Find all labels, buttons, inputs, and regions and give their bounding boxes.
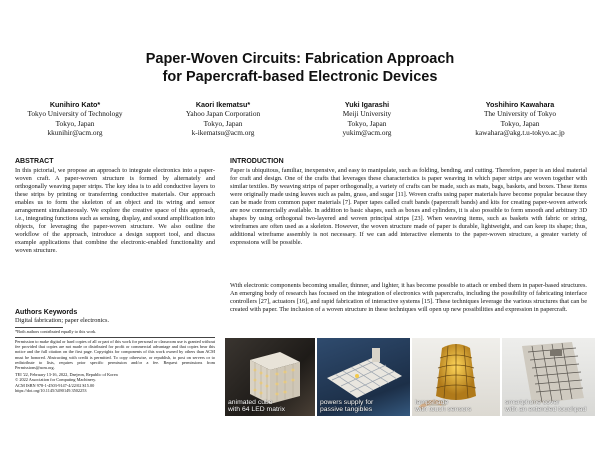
author-affiliation: Tokyo University of Technology — [27, 109, 123, 119]
author-affiliation: Yahoo Japan Corporation — [185, 109, 261, 119]
introduction-paragraph-1: Paper is ubiquitous, familiar, inexpensive, and easy to manipulate, such as folding, bending, and cutting. Therefore, paper is an ideal material for craft and design. One of the crafts that leverages these characteristics is paper weaving in which paper strips are woven together with similar textiles. By weaving strips of paper orthogonally, a variety of crafts can be made, such as mats, bags, baskets, and boxes. These items were originally made using leaves such as palm, grass, and sugar [11]. Woven crafts using paper materials have become popular because they can be made from common paper materials [7]. Paper tapes called craft bands (papercraft bands) and kits for creating paper-woven artwork are now commercially available. In addition to basic shapes, such as boxes and cylinders, it is also possible to form smooth and arbitrary 3D shapes by using orthogonal two-layered and woven principal strips [23]. When weaving items, such as baskets with fabric or string, wireframes are often used as a skeleton. However, the woven structure made of paper is durable, lightweight, and can keep its shape; thus, additional wireframe assembly is not necessary. If we can add interactive elements to the paper-woven structure, a greater variety of expressions will be possible. — [230, 167, 587, 246]
equal-contribution-note: *Both authors contributed equally to this work. — [15, 329, 97, 334]
author-block-4 — [440, 100, 600, 138]
author-location: Tokyo, Japan — [347, 118, 387, 128]
abstract-text: In this pictorial, we propose an approach to integrate electronics into a paper-woven craft. A paper-woven structure is formed by alternately and orthogonally weaving paper strips. The key idea is to add conductive layers to these strips by printing or transferring conductive materials. Our approach enables us to form the skeleton of an object and its wiring and sensor arrangement simultaneously. We explore the creative space of this approach, i.e., integrating functions such as sensing, display, and sound amplification into objects, for leveraging the paper-woven structure. We also outline the workflow of the approach, introduce a design support tool, and discuss example applications that combine the electronic-enabled functionality and woven structure. — [15, 167, 215, 254]
keywords-text: Digital fabrication; paper electronics. — [15, 317, 110, 324]
author-block-1 — [0, 100, 150, 138]
caption-line: powers supply for — [320, 399, 374, 406]
figure-lampshade — [412, 338, 500, 416]
figure-smartphone-cover — [502, 338, 595, 416]
permission-rule — [15, 337, 215, 338]
caption-line: animated cube — [228, 399, 273, 406]
author-block-2 — [148, 100, 298, 138]
caption-line: with touch sensors — [415, 406, 472, 413]
author-name: Kunihiro Kato* — [49, 100, 101, 109]
author-location: Tokyo, Japan — [55, 118, 95, 128]
doi-link[interactable]: https://doi.org/10.1145/3490149.3502253 — [15, 387, 87, 393]
author-affiliation: Meiji University — [342, 109, 392, 119]
caption-power-supply — [320, 399, 373, 413]
author-email[interactable]: k-ikematsu@acm.org — [191, 128, 255, 138]
author-affiliation: The University of Tokyo — [483, 109, 557, 119]
figure-power-supply — [317, 338, 410, 416]
author-location: Tokyo, Japan — [203, 118, 243, 128]
conference-line: TEI '22, February 13-16, 2022, Daejeon, Republic of Korea — [15, 372, 118, 378]
isbn-line: ACM ISBN 978-1-4503-9147-4/22/02 $15.00 — [15, 382, 95, 388]
paper-title — [0, 50, 600, 86]
author-name: Kaori Ikematsu* — [195, 100, 251, 109]
caption-line: with an extended touchpad — [505, 406, 587, 413]
introduction-paragraph-2: With electronic components becoming smaller, thinner, and lighter, it has become possible to attach or embed them in paper-based structures. An emerging body of research has focused on the integration of electronics with papercrafts, including the possibility of fabricating interface controllers [27], actuators [16], and rapid fabrication of interactive systems [15]. These techniques leverage the various structures that can be created with paper. The inclusion of a woven structure in these techniques will open up new possibilities and expression in papercraft. — [230, 282, 587, 313]
caption-lampshade — [415, 399, 471, 413]
title-line-1: Paper-Woven Circuits: Fabrication Approach — [145, 51, 455, 67]
author-email[interactable]: kkunihir@acm.org — [47, 128, 103, 138]
author-name: Yuki Igarashi — [344, 100, 390, 109]
permission-text: Permission to make digital or hard copies of all or part of this work for personal or classroom use is granted without fee provided that copies are not made or distributed for profit or commercial advantage and that copies bear this notice and the full citation on the first page. Copyrights for components of this work owned by others than ACM must be honored. Abstracting with credit is permitted. To copy otherwise, or republish, to post on servers or to redistribute to lists, requires prior specific permission and/or a fee. Request permissions from Permissions@acm.org. — [15, 339, 215, 371]
author-name: Yoshihiro Kawahara — [485, 100, 555, 109]
caption-line: lampshade — [415, 399, 449, 406]
author-email[interactable]: yukim@acm.org — [342, 128, 392, 138]
introduction-heading: INTRODUCTION — [230, 158, 284, 165]
abstract-heading: ABSTRACT — [15, 158, 54, 165]
author-block-3 — [292, 100, 442, 138]
author-email[interactable]: kawahara@akg.t.u-tokyo.ac.jp — [475, 128, 565, 138]
caption-animated-cube — [228, 399, 285, 413]
caption-line: smartphone cover — [505, 399, 560, 406]
caption-smartphone-cover — [505, 399, 586, 413]
caption-line: with 64 LED matrix — [228, 406, 286, 413]
footnote-rule — [15, 327, 63, 328]
copyright-line: © 2022 Association for Computing Machinery. — [15, 377, 97, 383]
figure-animated-cube — [225, 338, 315, 416]
title-line-2: for Papercraft-based Electronic Devices — [162, 69, 438, 85]
caption-line: passive tangibles — [320, 406, 373, 413]
permission-block — [15, 339, 215, 393]
author-location: Tokyo, Japan — [500, 118, 540, 128]
keywords-heading: Authors Keywords — [15, 309, 78, 316]
